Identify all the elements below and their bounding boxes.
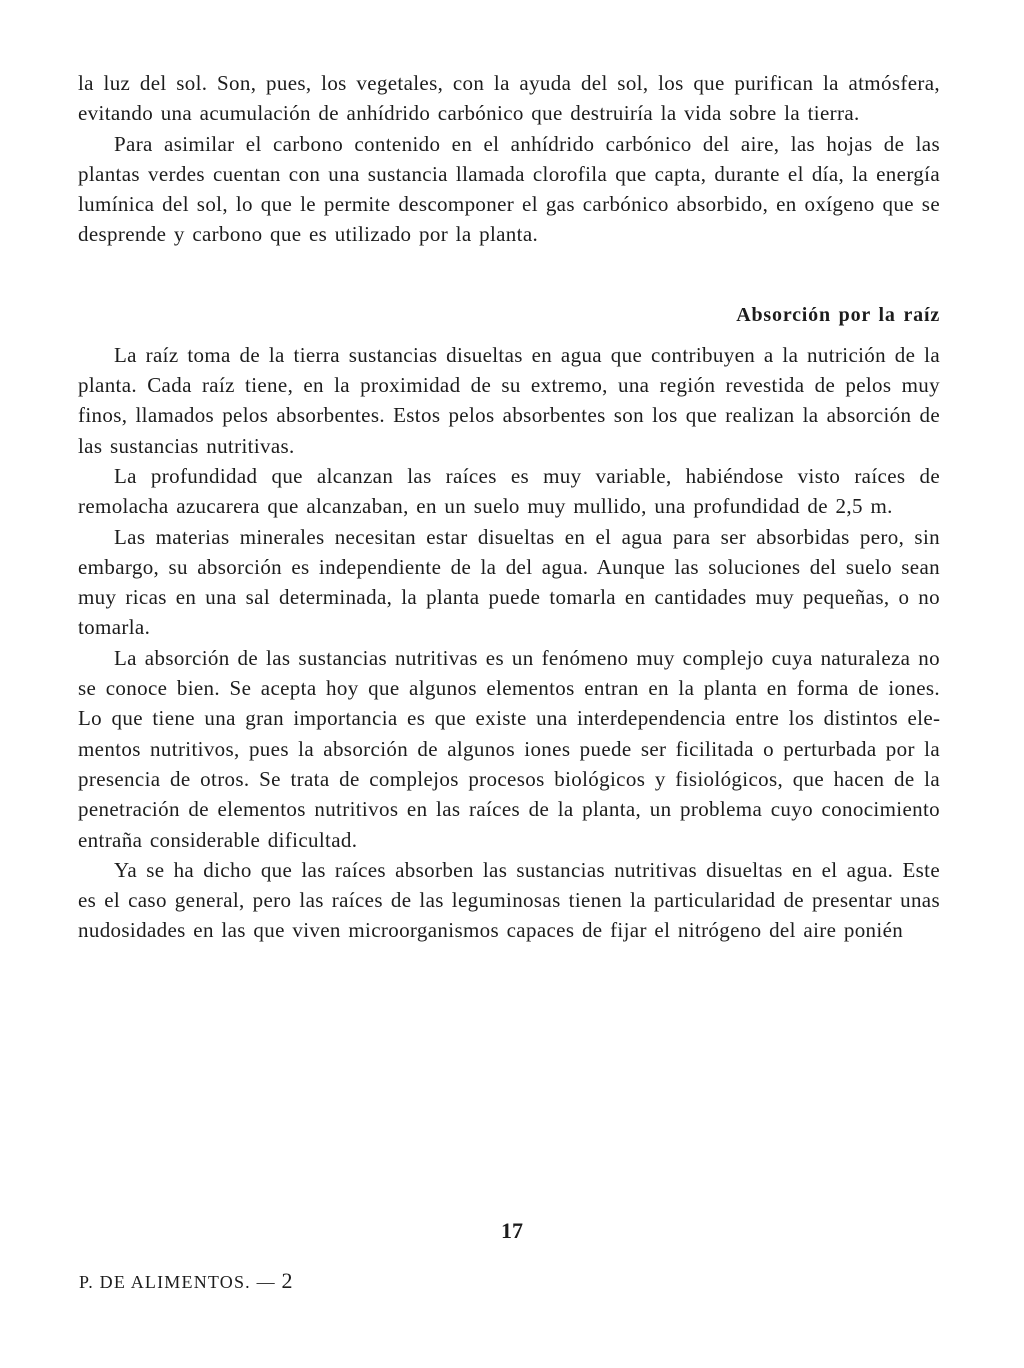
paragraph: Ya se ha dicho que las raíces absorben las sustancias nutritivas disueltas en el agua. Este es el caso general, pero las raíces de las leguminosas tienen la particularidad de presentar unas nudosidades en las que viven microorganismos capaces de fijar el nitrógeno del aire ponién: [78, 857, 940, 943]
paragraph: La absorción de las sustancias nutritivas es un fenómeno muy complejo cuya naturaleza no se conoce bien. Se acepta hoy que algunos elementos entran en la planta en forma de iones. Lo que tiene una gran importancia es que existe una interdependencia entre los distintos elementos nutritivos, pues la absorción de algunos iones puede ser ficilitada o perturbada por la presencia de otros. Se trata de complejos procesos biológicos y fisiológicos, que hacen de la penetración de elementos nutritivos en las raíces de la planta, un problema cuyo conocimiento entraña considerable dificultad.: [78, 645, 940, 852]
section-heading: Absorción por la raíz: [736, 303, 940, 326]
signature-text: P. DE ALIMENTOS. —: [79, 1272, 276, 1292]
paragraph: La raíz toma de la tierra sustancias disueltas en agua que contribuyen a la nutrición de la planta. Cada raíz tiene, en la proximidad de su extremo, una región revestida de pelos muy finos, llamados pelos absorbentes. Estos pelos absorbentes son los que realizan la absorción de las sustancias nutritivas.: [78, 342, 940, 458]
paragraph: la luz del sol. Son, pues, los vegetales, con la ayuda del sol, los que purifican la atmósfera, evitando una acumulación de anhídrido carbónico que destruiría la vida sobre la tierra.: [78, 71, 940, 126]
page-number: 17: [501, 1218, 523, 1243]
page-body: [78, 68, 940, 946]
signature-number: 2: [281, 1268, 293, 1293]
printer-signature: [79, 1268, 293, 1294]
paragraph: Las materias minerales necesitan estar disueltas en el agua para ser absorbidas pero, sin embargo, su absorción es independiente de la del agua. Aunque las soluciones del suelo sean muy ricas en una sal determinada, la planta puede tomarla en cantidades muy pequeñas, o no tomarla.: [78, 524, 940, 640]
paragraph: La profundidad que alcanzan las raíces es muy variable, habiéndose visto raíces de remolacha azucarera que alcanzaban, en un suelo muy mullido, una profundidad de 2,5 m.: [78, 463, 940, 519]
paragraph: Para asimilar el carbono contenido en el anhídrido carbónico del aire, las hojas de las plantas verdes cuentan con una sustancia llamada clorofila que capta, durante el día, la energía lumínica del sol, lo que le permite descomponer el gas carbónico absorbido, en oxígeno que se desprende y carbono que es utilizado por la planta.: [78, 131, 940, 247]
